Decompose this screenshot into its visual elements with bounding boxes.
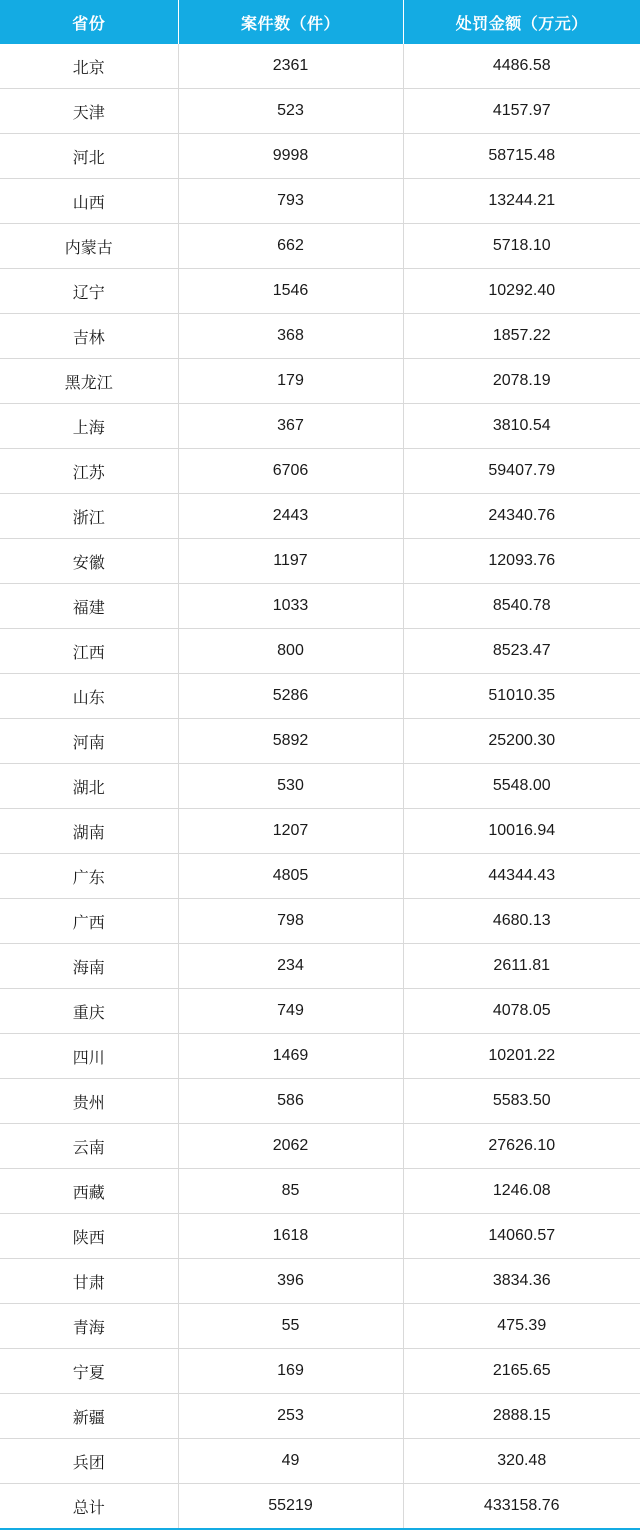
- table-row: [0, 1124, 640, 1169]
- cell-case-count: 662: [178, 224, 403, 269]
- cell-province: 青海: [0, 1304, 178, 1349]
- cell-case-count: 1469: [178, 1034, 403, 1079]
- table-row: [0, 1349, 640, 1394]
- cell-case-count: 798: [178, 899, 403, 944]
- cell-province: 海南: [0, 944, 178, 989]
- cell-penalty-amount: 2078.19: [403, 359, 640, 404]
- cell-case-count: 800: [178, 629, 403, 674]
- column-header-penalty-amount: 处罚金额（万元）: [403, 0, 640, 44]
- cell-case-count: 2062: [178, 1124, 403, 1169]
- table-header: [0, 0, 640, 44]
- cell-penalty-amount: 12093.76: [403, 539, 640, 584]
- cell-case-count: 368: [178, 314, 403, 359]
- cell-penalty-amount: 5583.50: [403, 1079, 640, 1124]
- cell-case-count: 2443: [178, 494, 403, 539]
- table-row: [0, 269, 640, 314]
- cell-case-count: 253: [178, 1394, 403, 1439]
- cell-penalty-amount: 24340.76: [403, 494, 640, 539]
- table-total-row: [0, 1484, 640, 1530]
- cell-penalty-amount: 4486.58: [403, 44, 640, 89]
- cell-province: 贵州: [0, 1079, 178, 1124]
- cell-case-count: 9998: [178, 134, 403, 179]
- cell-province: 上海: [0, 404, 178, 449]
- cell-case-count: 85: [178, 1169, 403, 1214]
- cell-penalty-amount: 10016.94: [403, 809, 640, 854]
- cell-case-count: 49: [178, 1439, 403, 1484]
- cell-province: 重庆: [0, 989, 178, 1034]
- cell-penalty-amount: 44344.43: [403, 854, 640, 899]
- table-row: [0, 899, 640, 944]
- cell-province: 福建: [0, 584, 178, 629]
- cell-province: 江苏: [0, 449, 178, 494]
- cell-province: 山西: [0, 179, 178, 224]
- cell-case-count: 2361: [178, 44, 403, 89]
- cell-penalty-amount: 475.39: [403, 1304, 640, 1349]
- cell-province: 广东: [0, 854, 178, 899]
- cell-case-count: 530: [178, 764, 403, 809]
- cell-province: 西藏: [0, 1169, 178, 1214]
- table-row: [0, 179, 640, 224]
- table-row: [0, 989, 640, 1034]
- table-body: [0, 44, 640, 1529]
- cell-penalty-amount: 320.48: [403, 1439, 640, 1484]
- cell-penalty-amount: 8540.78: [403, 584, 640, 629]
- cell-province: 宁夏: [0, 1349, 178, 1394]
- cell-province: 甘肃: [0, 1259, 178, 1304]
- table-header-row: [0, 0, 640, 44]
- cell-penalty-amount: 433158.76: [403, 1484, 640, 1530]
- cell-penalty-amount: 8523.47: [403, 629, 640, 674]
- cell-case-count: 169: [178, 1349, 403, 1394]
- cell-penalty-amount: 10292.40: [403, 269, 640, 314]
- cell-penalty-amount: 51010.35: [403, 674, 640, 719]
- cell-case-count: 523: [178, 89, 403, 134]
- cell-case-count: 1207: [178, 809, 403, 854]
- column-header-province: 省份: [0, 0, 178, 44]
- table-row: [0, 1304, 640, 1349]
- cell-case-count: 1197: [178, 539, 403, 584]
- table-row: [0, 1259, 640, 1304]
- cell-province: 湖北: [0, 764, 178, 809]
- cell-province: 四川: [0, 1034, 178, 1079]
- table-row: [0, 44, 640, 89]
- cell-case-count: 793: [178, 179, 403, 224]
- cell-province: 河南: [0, 719, 178, 764]
- cell-province: 新疆: [0, 1394, 178, 1439]
- cell-case-count: 234: [178, 944, 403, 989]
- cell-penalty-amount: 2165.65: [403, 1349, 640, 1394]
- table-row: [0, 809, 640, 854]
- cell-penalty-amount: 3810.54: [403, 404, 640, 449]
- table-row: [0, 1079, 640, 1124]
- table-row: [0, 314, 640, 359]
- cell-case-count: 367: [178, 404, 403, 449]
- cell-case-count: 179: [178, 359, 403, 404]
- cell-province: 浙江: [0, 494, 178, 539]
- table-row: [0, 539, 640, 584]
- table-row: [0, 449, 640, 494]
- table-row: [0, 1034, 640, 1079]
- table-row: [0, 1394, 640, 1439]
- cell-case-count: 1618: [178, 1214, 403, 1259]
- table-row: [0, 854, 640, 899]
- cell-case-count: 5892: [178, 719, 403, 764]
- cell-penalty-amount: 59407.79: [403, 449, 640, 494]
- cell-province: 陕西: [0, 1214, 178, 1259]
- cell-province: 总计: [0, 1484, 178, 1530]
- cell-penalty-amount: 2888.15: [403, 1394, 640, 1439]
- cell-penalty-amount: 58715.48: [403, 134, 640, 179]
- column-header-case-count: 案件数（件）: [178, 0, 403, 44]
- cell-province: 北京: [0, 44, 178, 89]
- cell-penalty-amount: 10201.22: [403, 1034, 640, 1079]
- table-row: [0, 494, 640, 539]
- cell-case-count: 396: [178, 1259, 403, 1304]
- table-row: [0, 224, 640, 269]
- table-row: [0, 134, 640, 179]
- cell-province: 内蒙古: [0, 224, 178, 269]
- cell-penalty-amount: 5718.10: [403, 224, 640, 269]
- table-row: [0, 89, 640, 134]
- cell-province: 云南: [0, 1124, 178, 1169]
- cell-penalty-amount: 1857.22: [403, 314, 640, 359]
- cell-case-count: 749: [178, 989, 403, 1034]
- cell-province: 黑龙江: [0, 359, 178, 404]
- cell-province: 安徽: [0, 539, 178, 584]
- cell-province: 辽宁: [0, 269, 178, 314]
- table-row: [0, 764, 640, 809]
- cell-province: 兵团: [0, 1439, 178, 1484]
- table-row: [0, 1214, 640, 1259]
- cell-penalty-amount: 1246.08: [403, 1169, 640, 1214]
- table-row: [0, 629, 640, 674]
- cell-province: 河北: [0, 134, 178, 179]
- cell-penalty-amount: 4078.05: [403, 989, 640, 1034]
- cell-penalty-amount: 4157.97: [403, 89, 640, 134]
- cell-case-count: 55219: [178, 1484, 403, 1530]
- table-row: [0, 1169, 640, 1214]
- cell-province: 江西: [0, 629, 178, 674]
- cell-case-count: 4805: [178, 854, 403, 899]
- cell-case-count: 5286: [178, 674, 403, 719]
- table-row: [0, 404, 640, 449]
- cell-penalty-amount: 3834.36: [403, 1259, 640, 1304]
- table-row: [0, 1439, 640, 1484]
- cell-case-count: 586: [178, 1079, 403, 1124]
- table-row: [0, 584, 640, 629]
- table-row: [0, 719, 640, 764]
- table-row: [0, 359, 640, 404]
- cell-case-count: 55: [178, 1304, 403, 1349]
- cell-province: 吉林: [0, 314, 178, 359]
- cell-penalty-amount: 4680.13: [403, 899, 640, 944]
- cell-penalty-amount: 13244.21: [403, 179, 640, 224]
- cell-penalty-amount: 14060.57: [403, 1214, 640, 1259]
- cell-penalty-amount: 5548.00: [403, 764, 640, 809]
- table-row: [0, 674, 640, 719]
- cell-penalty-amount: 2611.81: [403, 944, 640, 989]
- cell-province: 湖南: [0, 809, 178, 854]
- cell-case-count: 6706: [178, 449, 403, 494]
- cell-case-count: 1546: [178, 269, 403, 314]
- cell-case-count: 1033: [178, 584, 403, 629]
- cell-penalty-amount: 27626.10: [403, 1124, 640, 1169]
- cell-province: 广西: [0, 899, 178, 944]
- cell-province: 山东: [0, 674, 178, 719]
- cell-penalty-amount: 25200.30: [403, 719, 640, 764]
- table-row: [0, 944, 640, 989]
- cell-province: 天津: [0, 89, 178, 134]
